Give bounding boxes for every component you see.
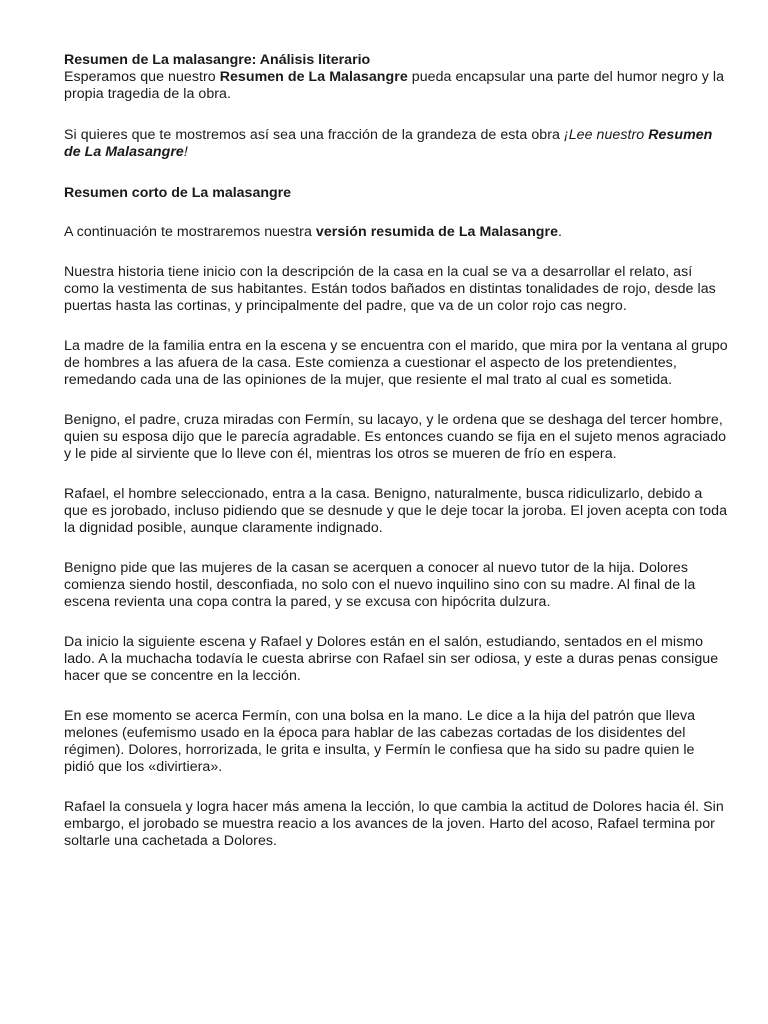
intro-text-after: pueda encapsular una parte del humor negro y la propia tragedia de la obra. xyxy=(64,69,725,102)
lead-bold: versión resumida de La Malasangre xyxy=(315,224,559,240)
body-paragraph-5: Benigno pide que las mujeres de la casan se acerquen a conocer al nuevo tutor de la hija. Dolores comienza siendo hostil, desconfiada, no solo con el nuevo inquilino sino con su madre. Al final de la escena revienta una copa contra la pared, y se excusa con hipócrita dulzura. xyxy=(64,560,696,610)
invite-italic-bold: Resumen de La Malasangre xyxy=(64,127,713,160)
body-paragraph-8: Rafael la consuela y logra hacer más amena la lección, lo que cambia la actitud de Dolores hacia él. Sin embargo, el jorobado se muestra reacio a los avances de la joven. Harto del acoso, Rafael termina por soltarle una cachetada a Dolores. xyxy=(64,799,724,849)
body-paragraph-1: Nuestra historia tiene inicio con la descripción de la casa en la cual se va a desarrollar el relato, así como la vestimenta de sus habitantes. Están todos bañados en distintas tonalidades de rojo, desde las puertas hasta las cortinas, y principalmente del padre, que va de un color rojo cas negro. xyxy=(64,264,716,314)
invite-italic-after: ! xyxy=(183,144,188,160)
body-paragraph-3: Benigno, el padre, cruza miradas con Fermín, su lacayo, y le ordena que se deshaga del tercer hombre, quien su esposa dijo que le parecía agradable. Es entonces cuando se fija en el sujeto menos agraciado y le pide al sirviente que lo lleve con él, mientras los otros se mueren de frío en espera. xyxy=(64,412,727,462)
body-paragraph-4: Rafael, el hombre seleccionado, entra a la casa. Benigno, naturalmente, busca ridiculizarlo, debido a que es jorobado, incluso pidiendo que se desnude y que le deje tocar la joroba. El joven acepta con toda la dignidad posible, aunque claramente indignado. xyxy=(64,486,728,536)
body-paragraph-7: En ese momento se acerca Fermín, con una bolsa en la mano. Le dice a la hija del patrón que lleva melones (eufemismo usado en la época para hablar de las cabezas cortadas de los disidentes del régimen). Dolores, horrorizada, le grita e insulta, y Fermín le confiesa que ha sido su padre quien le pidió que los «divirtiera». xyxy=(64,708,696,775)
body-paragraph-2: La madre de la familia entra en la escena y se encuentra con el marido, que mira por la ventana al grupo de hombres a las afuera de la casa. Este comienza a cuestionar el aspecto de los pretendientes, remedando cada una de las opiniones de la mujer, que resiente el mal trato al cual es sometida. xyxy=(64,338,728,388)
lead-text-before: A continuación te mostraremos nuestra xyxy=(64,224,316,240)
invite-italic-before: ¡Lee nuestro xyxy=(563,127,649,143)
intro-paragraph xyxy=(64,69,728,103)
intro-text-before: Esperamos que nuestro xyxy=(64,69,220,85)
invite-text-before: Si quieres que te mostremos así sea una fracción de la grandeza de esta obra xyxy=(64,127,564,143)
body-paragraph-6: Da inicio la siguiente escena y Rafael y Dolores están en el salón, estudiando, sentados en el mismo lado. A la muchacha todavía le cuesta abrirse con Rafael sin ser odiosa, y este a duras penas consigue hacer que se concentre en la lección. xyxy=(64,634,719,684)
intro-bold-title: Resumen de La Malasangre xyxy=(219,69,408,85)
invite-paragraph xyxy=(64,127,728,161)
section-heading: Resumen corto de La malasangre xyxy=(64,185,292,201)
lead-paragraph xyxy=(64,224,728,241)
document-title: Resumen de La malasangre: Análisis literario xyxy=(64,52,371,68)
lead-text-after: . xyxy=(558,224,563,240)
